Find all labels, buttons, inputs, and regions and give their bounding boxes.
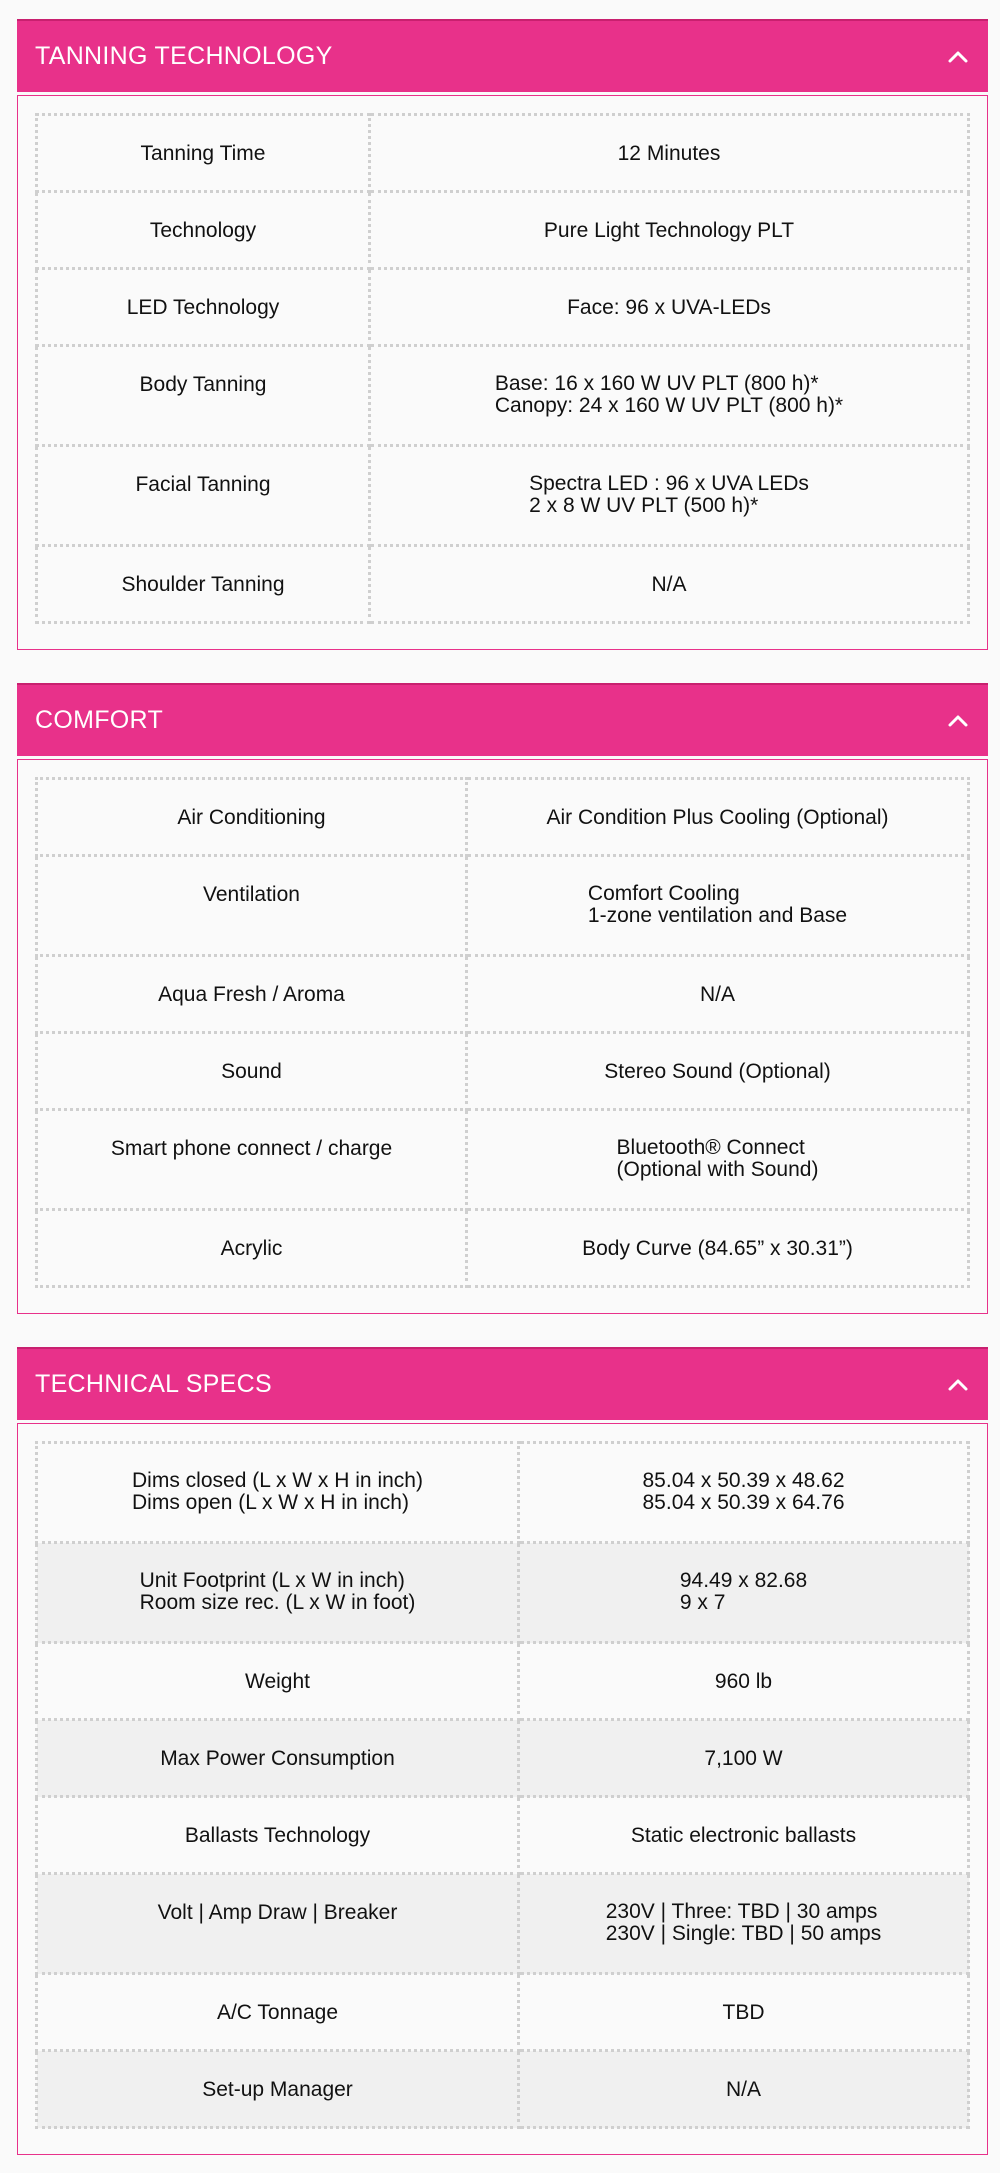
spec-label: Tanning Time bbox=[140, 142, 266, 165]
chevron-up-icon[interactable] bbox=[946, 709, 970, 733]
spec-value-cell bbox=[370, 446, 969, 546]
section-technical-specs bbox=[17, 1347, 988, 2155]
spec-label: LED Technology bbox=[126, 296, 280, 319]
spec-label: Body Tanning bbox=[139, 373, 267, 396]
spec-label: Dims open (L x W x H in inch) bbox=[132, 1491, 409, 1514]
spec-label-cell bbox=[37, 446, 370, 546]
spec-value-cell bbox=[467, 1110, 969, 1210]
spec-value-cell bbox=[467, 856, 969, 956]
spec-label-cell bbox=[37, 1797, 519, 1874]
spec-value-cell bbox=[519, 1797, 969, 1874]
spec-label: Max Power Consumption bbox=[160, 1747, 395, 1770]
spec-label: Ventilation bbox=[203, 883, 300, 906]
spec-table bbox=[35, 777, 970, 1288]
spec-label: Ballasts Technology bbox=[184, 1824, 371, 1847]
section-title: COMFORT bbox=[35, 706, 164, 734]
section-body bbox=[17, 1423, 988, 2155]
spec-label-cell bbox=[37, 1643, 519, 1720]
spec-label-cell bbox=[37, 1110, 467, 1210]
table-row bbox=[37, 1643, 969, 1720]
spec-value-cell bbox=[370, 546, 969, 623]
table-row bbox=[37, 2051, 969, 2128]
table-row bbox=[37, 192, 969, 269]
spec-label: Sound bbox=[221, 1060, 282, 1083]
table-row bbox=[37, 1543, 969, 1643]
spec-label-cell bbox=[37, 1543, 519, 1643]
spec-value-cell bbox=[370, 346, 969, 446]
section-title: TANNING TECHNOLOGY bbox=[35, 42, 333, 70]
table-row bbox=[37, 546, 969, 623]
spec-label: Technology bbox=[149, 219, 257, 242]
table-row bbox=[37, 856, 969, 956]
spec-label: Set-up Manager bbox=[202, 2078, 353, 2101]
spec-value-cell bbox=[519, 2051, 969, 2128]
table-row bbox=[37, 1974, 969, 2051]
chevron-up-icon[interactable] bbox=[946, 45, 970, 69]
spec-label: Dims closed (L x W x H in inch) bbox=[132, 1469, 423, 1492]
spec-value: Canopy: 24 x 160 W UV PLT (800 h)* bbox=[494, 394, 844, 417]
spec-table bbox=[35, 1441, 970, 2129]
spec-value-cell bbox=[519, 1643, 969, 1720]
spec-label-cell bbox=[37, 1720, 519, 1797]
spec-value: Bluetooth® Connect bbox=[616, 1136, 805, 1159]
spec-label: Weight bbox=[245, 1670, 310, 1693]
section-header[interactable] bbox=[17, 683, 988, 756]
spec-value-cell bbox=[467, 779, 969, 856]
spec-label: Room size rec. (L x W in foot) bbox=[139, 1591, 416, 1614]
table-row bbox=[37, 1110, 969, 1210]
spec-label-cell bbox=[37, 269, 370, 346]
spec-value: Static electronic ballasts bbox=[630, 1824, 857, 1847]
section-body bbox=[17, 95, 988, 650]
spec-value: 85.04 x 50.39 x 48.62 bbox=[642, 1469, 845, 1492]
section-tanning-technology bbox=[17, 19, 988, 650]
table-row bbox=[37, 115, 969, 192]
spec-value-cell bbox=[519, 1874, 969, 1974]
spec-label: A/C Tonnage bbox=[216, 2001, 339, 2024]
spec-label-cell bbox=[37, 115, 370, 192]
spec-value: Spectra LED : 96 x UVA LEDs bbox=[529, 472, 809, 495]
spec-value: Face: 96 x UVA-LEDs bbox=[567, 296, 771, 319]
spec-value-cell bbox=[370, 192, 969, 269]
spec-value-cell bbox=[519, 1543, 969, 1643]
table-row bbox=[37, 1033, 969, 1110]
spec-value: 12 Minutes bbox=[617, 142, 721, 165]
spec-value-cell bbox=[467, 1033, 969, 1110]
table-row bbox=[37, 1210, 969, 1287]
table-row bbox=[37, 1874, 969, 1974]
section-header[interactable] bbox=[17, 19, 988, 92]
spec-value: 9 x 7 bbox=[679, 1591, 726, 1614]
spec-value-cell bbox=[519, 1443, 969, 1543]
spec-label-cell bbox=[37, 192, 370, 269]
spec-label-cell bbox=[37, 779, 467, 856]
spec-value: Pure Light Technology PLT bbox=[543, 219, 795, 242]
spec-value: TBD bbox=[722, 2001, 765, 2024]
section-comfort bbox=[17, 683, 988, 1314]
spec-label: Volt | Amp Draw | Breaker bbox=[157, 1901, 398, 1924]
chevron-up-icon[interactable] bbox=[946, 1373, 970, 1397]
spec-value: N/A bbox=[651, 573, 687, 596]
spec-label: Unit Footprint (L x W in inch) bbox=[139, 1569, 405, 1592]
spec-table bbox=[35, 113, 970, 624]
spec-value: 2 x 8 W UV PLT (500 h)* bbox=[529, 494, 759, 517]
spec-label-cell bbox=[37, 546, 370, 623]
table-row bbox=[37, 446, 969, 546]
spec-value-cell bbox=[519, 1720, 969, 1797]
spec-value: N/A bbox=[699, 983, 735, 1006]
spec-value: Comfort Cooling bbox=[587, 882, 740, 905]
spec-label-cell bbox=[37, 1033, 467, 1110]
spec-value: 7,100 W bbox=[704, 1747, 783, 1770]
table-row bbox=[37, 779, 969, 856]
spec-label-cell bbox=[37, 1874, 519, 1974]
spec-value: Body Curve (84.65” x 30.31”) bbox=[582, 1237, 853, 1260]
spec-label: Smart phone connect / charge bbox=[110, 1137, 393, 1160]
spec-label-cell bbox=[37, 1210, 467, 1287]
spec-label-cell bbox=[37, 856, 467, 956]
spec-label: Aqua Fresh / Aroma bbox=[158, 983, 345, 1006]
spec-label-cell bbox=[37, 346, 370, 446]
table-row bbox=[37, 269, 969, 346]
spec-label-cell bbox=[37, 2051, 519, 2128]
spec-value: Stereo Sound (Optional) bbox=[604, 1060, 831, 1083]
table-row bbox=[37, 1720, 969, 1797]
section-header[interactable] bbox=[17, 1347, 988, 1420]
table-row bbox=[37, 956, 969, 1033]
spec-value-cell bbox=[370, 269, 969, 346]
spec-value-cell bbox=[467, 956, 969, 1033]
spec-label: Facial Tanning bbox=[135, 473, 271, 496]
spec-value: 960 lb bbox=[714, 1670, 773, 1693]
section-title: TECHNICAL SPECS bbox=[35, 1370, 272, 1398]
spec-label-cell bbox=[37, 956, 467, 1033]
spec-value: Base: 16 x 160 W UV PLT (800 h)* bbox=[494, 372, 819, 395]
spec-value: 230V | Single: TBD | 50 amps bbox=[605, 1922, 882, 1945]
spec-label-cell bbox=[37, 1974, 519, 2051]
spec-value: Air Condition Plus Cooling (Optional) bbox=[546, 806, 889, 829]
spec-value-cell bbox=[370, 115, 969, 192]
spec-label: Acrylic bbox=[220, 1237, 283, 1260]
spec-value-cell bbox=[467, 1210, 969, 1287]
table-row bbox=[37, 1797, 969, 1874]
spec-value: 94.49 x 82.68 bbox=[679, 1569, 808, 1592]
spec-value: 85.04 x 50.39 x 64.76 bbox=[642, 1491, 845, 1514]
table-row bbox=[37, 1443, 969, 1543]
table-row bbox=[37, 346, 969, 446]
spec-label: Air Conditioning bbox=[177, 806, 326, 829]
spec-value: (Optional with Sound) bbox=[616, 1158, 819, 1181]
spec-value: 1-zone ventilation and Base bbox=[587, 904, 848, 927]
spec-value: N/A bbox=[725, 2078, 761, 2101]
spec-label: Shoulder Tanning bbox=[121, 573, 285, 596]
spec-value: 230V | Three: TBD | 30 amps bbox=[605, 1900, 878, 1923]
spec-value-cell bbox=[519, 1974, 969, 2051]
section-body bbox=[17, 759, 988, 1314]
spec-label-cell bbox=[37, 1443, 519, 1543]
